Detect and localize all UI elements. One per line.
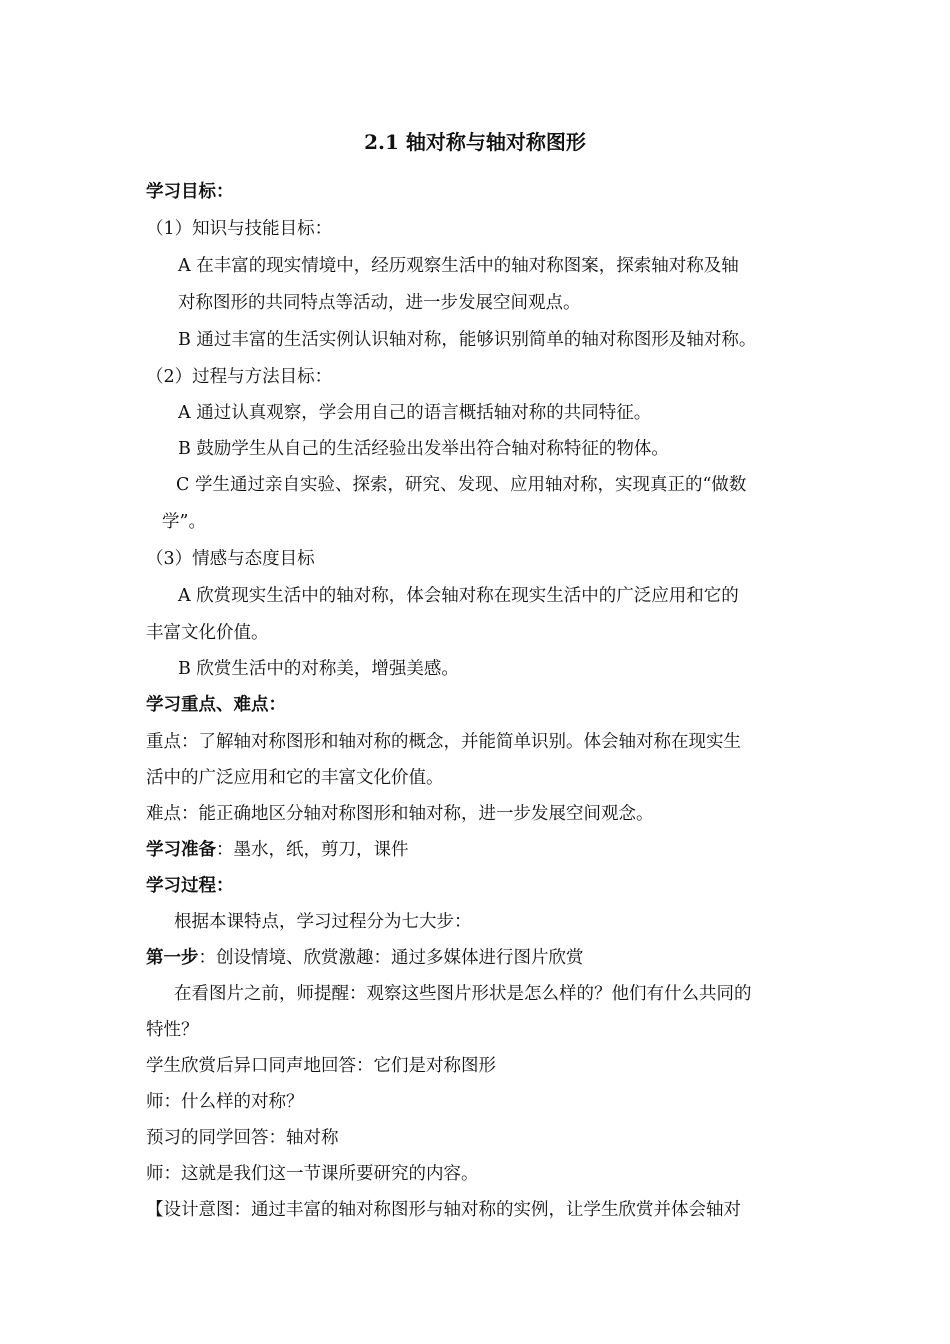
goal-3-b: B 欣赏生活中的对称美，增强美感。: [178, 659, 459, 679]
goal-3-a-line-2: 丰富文化价值。: [146, 623, 269, 643]
goal-3-heading: （3）情感与态度目标: [146, 549, 315, 569]
design-intent-line: 【设计意图：通过丰富的轴对称图形与轴对称的实例，让学生欣赏并体会轴对: [146, 1200, 741, 1220]
goal-2-heading: （2）过程与方法目标：: [146, 367, 333, 387]
document-title: 2.1 轴对称与轴对称图形: [364, 130, 586, 154]
key-point-line-1: 重点：了解轴对称图形和轴对称的概念，并能简单识别。体会轴对称在现实生: [146, 732, 741, 752]
keypoints-heading: 学习重点、难点：: [146, 695, 286, 715]
process-intro: 根据本课特点，学习过程分为七大步：: [174, 912, 472, 932]
goal-1-heading: （1）知识与技能目标：: [146, 219, 333, 239]
difficulty-point: 难点：能正确地区分轴对称图形和轴对称，进一步发展空间观念。: [146, 804, 654, 824]
paragraph-line: 学生欣赏后异口同声地回答：它们是对称图形: [146, 1056, 496, 1076]
prep-text: ：墨水，纸，剪刀，课件: [216, 840, 409, 860]
key-point-line-2: 活中的广泛应用和它的丰富文化价值。: [146, 768, 444, 788]
paragraph-line: 师：什么样的对称？: [146, 1092, 304, 1112]
goals-heading: 学习目标：: [146, 182, 234, 202]
prep-label: 学习准备: [146, 840, 216, 860]
goal-1-b: B 通过丰富的生活实例认识轴对称，能够识别简单的轴对称图形及轴对称。: [178, 330, 757, 350]
step-1-label: 第一步: [146, 948, 199, 968]
prep-line: [146, 837, 409, 863]
process-heading: 学习过程：: [146, 876, 234, 896]
step-1-line: [146, 945, 584, 971]
goal-2-c-line-2: 学”。: [162, 512, 206, 532]
goal-1-a-line-2: 对称图形的共同特点等活动，进一步发展空间观点。: [178, 293, 581, 313]
paragraph-line: 在看图片之前，师提醒：观察这些图片形状是怎么样的？他们有什么共同的: [174, 984, 752, 1004]
paragraph-line: 预习的同学回答：轴对称: [146, 1128, 339, 1148]
step-1-text: ：创设情境、欣赏激趣：通过多媒体进行图片欣赏: [198, 948, 584, 968]
goal-1-a-line-1: A 在丰富的现实情境中，经历观察生活中的轴对称图案，探索轴对称及轴: [178, 256, 739, 276]
goal-2-a: A 通过认真观察，学会用自己的语言概括轴对称的共同特征。: [178, 403, 652, 423]
goal-2-c-line-1: C 学生通过亲自实验、探索，研究、发现、应用轴对称，实现真正的“做数: [176, 475, 747, 495]
paragraph-line: 特性？: [146, 1020, 199, 1040]
goal-3-a-line-1: A 欣赏现实生活中的轴对称，体会轴对称在现实生活中的广泛应用和它的: [178, 586, 739, 606]
goal-2-b: B 鼓励学生从自己的生活经验出发举出符合轴对称特征的物体。: [178, 439, 669, 459]
paragraph-line: 师：这就是我们这一节课所要研究的内容。: [146, 1164, 479, 1184]
